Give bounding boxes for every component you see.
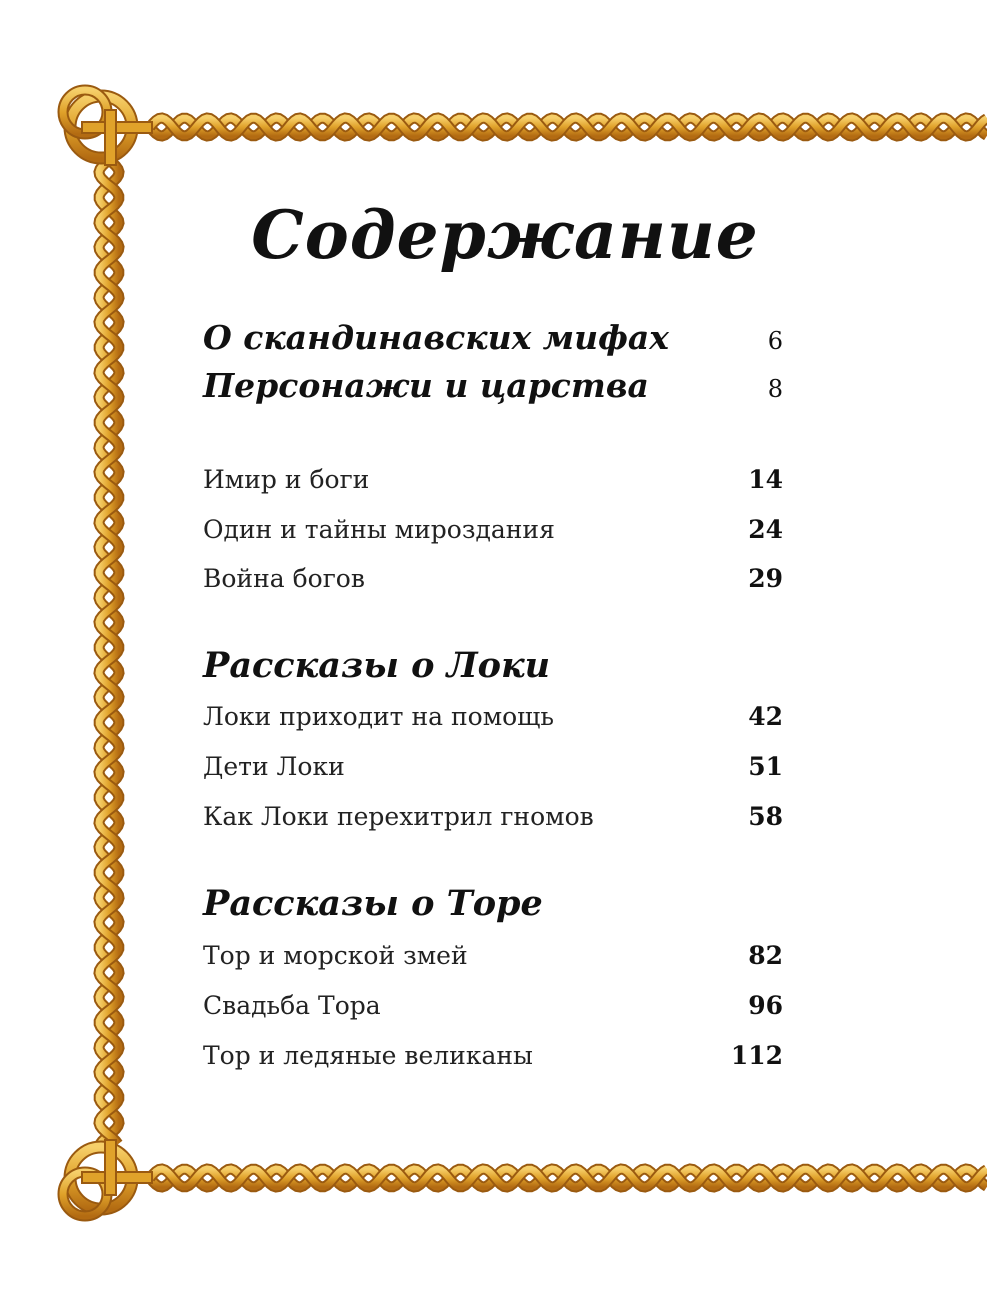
section-heading: Рассказы о Торе xyxy=(203,883,543,924)
toc-entry xyxy=(203,702,783,731)
section-heading: Рассказы о Локи xyxy=(203,645,551,686)
bottom-left-knot xyxy=(63,1140,152,1216)
toc-entry xyxy=(203,366,783,405)
toc-page-number: 112 xyxy=(730,1041,783,1070)
toc-entry xyxy=(203,752,783,781)
toc-label: Имир и боги xyxy=(203,465,370,494)
toc-page-number: 24 xyxy=(748,515,783,544)
toc-label: Свадьба Тора xyxy=(203,991,381,1020)
toc-page-number: 42 xyxy=(748,702,783,731)
toc-label: Тор и морской змей xyxy=(203,941,468,970)
page-title: Содержание xyxy=(251,196,759,274)
toc-label: Война богов xyxy=(203,564,365,593)
toc-entry xyxy=(203,941,783,970)
toc-page-number: 58 xyxy=(748,802,783,831)
toc-entry xyxy=(203,515,783,544)
toc-page-number: 8 xyxy=(767,375,783,403)
toc-label: Персонажи и царства xyxy=(203,366,649,405)
toc-entry xyxy=(203,465,783,494)
top-left-knot xyxy=(63,90,152,165)
toc-page-number: 14 xyxy=(748,465,783,494)
toc-label: О скандинавских мифах xyxy=(203,318,669,357)
toc-page-number: 82 xyxy=(748,941,783,970)
toc-label: Один и тайны мироздания xyxy=(203,515,555,544)
toc-label: Тор и ледяные великаны xyxy=(203,1041,533,1070)
toc-entry xyxy=(203,1041,783,1070)
toc-label: Как Локи перехитрил гномов xyxy=(203,802,594,831)
toc-page-number: 96 xyxy=(748,991,783,1020)
toc-entry xyxy=(203,564,783,593)
toc-label: Локи приходит на помощь xyxy=(203,702,555,731)
toc-entry xyxy=(203,318,783,357)
toc-entry xyxy=(203,991,783,1020)
toc-page-number: 51 xyxy=(748,752,783,781)
toc-label: Дети Локи xyxy=(203,752,345,781)
toc-entry xyxy=(203,802,783,831)
toc-page-number: 6 xyxy=(767,327,783,355)
toc-page-number: 29 xyxy=(748,564,783,593)
